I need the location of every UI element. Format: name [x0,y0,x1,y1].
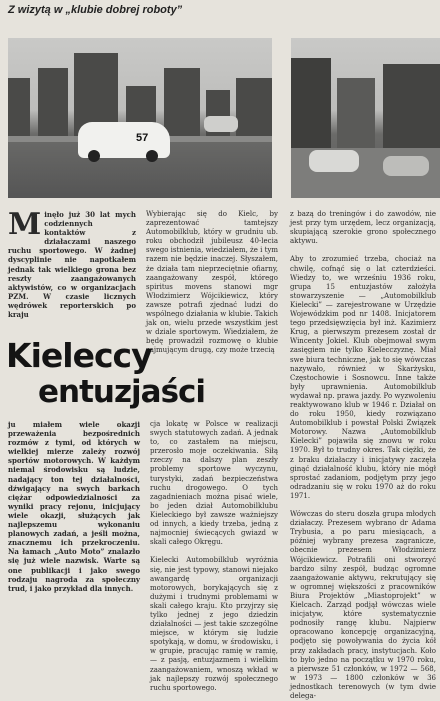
intro-text: inęło już 30 lat mych codziennych kontaktów z działaczami naszego ruchu sportowego. W żadnej dyscyplinie nie napotkałem jednak tak wielkiego grona bez reszty zaangażowanych aktywistów, co w organizacjach PZM. W czasie licznych wędrówek reporterskich po kraju [8,210,136,320]
intro-paragraph [8,207,136,338]
column-2-upper: Wybierając się do Kielc, by zaprezentować tamtejszy Automobilklub, który w grudniu ub. roku obchodził jubileusz 40-lecia swego istnienia, wiedziałem, że i tym razem nie będzie inaczej. Słyszałem, że działa tam nieprzeciętnie ofiarny, zaangażowany zespół, którego spiritus movens stanowi mgr Włodzimierz Wójcikiewicz, który zawsze potrafi zjednać ludzi do wspólnego działania w klubie. Takich jak on, wielu przede wszystkim jest w dziale sportowym. Wiedziałem, że będę prowadził rozmowę o klubie zajmującym drugą, czy może trzecią [146,210,278,355]
photo-parked-car [309,150,359,172]
column-3: z bazą do treningów i do zawodów, nie jest przy tym urzędem, lecz organizacją, skupiającą szerokie grono społecznego aktywu. Aby to zrozumieć trzeba, chociaż na chwilę, cofnąć się o lat czterdzieści. Wiedzy to, we wrześniu 1936 roku, grupa 15 entuzjastów założyła stowarzyszenie — „Automobilklub Kielecki” — zarejestrowane w Urzędzie Wojewódzkim pod nr 1408. Inicjatorem tego przedsięwzięcia był inż. Kazimierz Krug, a pierwszym prezesem został dr Wincenty Jokiel. Klub obejmował swym zasięgiem nie tylko Kielecczyznę. Miał swe biura techniczne, jak to się wówczas nazywało, również w Skarżysku, Częstochowie i Sosnowcu. Inne także były uprawnienia. Automobilklub wydawał np. prawa jazdy. Po wyzwoleniu reaktywowano klub w 1946 r. Działał on do roku 1950, kiedy rozwiązano Automobilklub i powstał Polski Związek Motorowy. Nazwa „Automobilklub Kielecki” pojawiła się znowu w roku 1970. Był to trudny okres. Tak ciężki, że z braku działaczy i inicjatywy zaczęła ginąć działalność klubu, który nie mógł sprostać zadaniom, podjętym przy jego odradzaniu się w roku 1970 aż do roku 1971. Wówczas do steru doszła grupa młodych działaczy. Prezesem wybrano dr Adama Trybusia, a po paru miesiącach, a później wybrany prezesa zagranicze, obecnie prezesem Włodzimierz Wójcikiewicz. Potrafili oni stworzyć bardzo silny zespół, budząc ogromne zaangażowanie aktywu, rekrutujący się w ogromnej większości z pracowników Biura Projektów „Miastoprojekt” w Kielcach. Zarząd podjął wówczas wiele inicjatyw, które systematycznie podnosiły rangę klubu. Najpierw opracowano koncepcję organizacyjną, podjęto się powoływania do życia kół przy zakładach pracy, instytucjach. Koło to było jedno na początku w 1970 roku, a pierwsze 51 członków, w 1972 — 568, w 1973 — 1800 członków w 36 jednostkach terenowych (w tym dwie delega- [290,210,436,700]
photo-street-scene [291,38,440,198]
photo-racing-car [8,38,272,198]
photo-building [8,78,30,138]
headline-line-1: Kieleccy [6,336,152,375]
column-2-lower: cja lokatę w Polsce w realizacji swych statutowych zadań. A jednak to, co zastałem na miejscu, przerosło moje oczekiwania. Siłą rzeczy na dalszy plan zeszły problemy sportowe wyczynu, turystyki, zadań bezpieczeństwa ruchu drogowego. O tych zagadnieniach można pisać wiele, bo jeden dział Automobilklubu Kieleckiego był zawsze ważniejszy od innych, a kiedy trzeba, jedną z najmocniej świecących gwiazd w skali całego Okręgu. Kielecki Automobilklub wyróżnia się, nie jest typowy, stanowi niejako awangardę organizacji motorowych, borykających się z dużymi i trudnymi problemami w skali całego kraju. Kto przyjrzy się tylko jednej z jego dziedzin działalności — jest takie szczególne miejsce, w którym się ludzie spotykają, w domu, w środowisku, i w grupie, pracując ramię w ramię, — z pasją, entuzjazmem i wielkim zaangażowaniem, wnoszą wkład w jak najlepszy rozwój społecznego ruchu sportowego. [150,420,278,692]
column-1-lower: ju miałem wiele okazji przeważenia bezpośrednich rozmów z tymi, od których w wielkiej mierze zależy rozwój sportów motorowych. W każdym niemal środowisku są ludzie, nadający ton tej działalności, dźwigający na swych barkach ciężar odpowiedzialności za wyniki pracy rejonu, inicjujący wiele okazji, służących jak najlepszemu wykonaniu planowych zadań, a jeśli można, znacznemu ich przekroczeniu. Na łamach „Auto Moto” znalazło się już wiele nazwisk. Warte są one publikacji i jako swego rodzaju nagroda za społeczny trud, i jako przykład dla innych. [8,420,140,593]
headline-line-2: entuzjaści [38,374,206,410]
photo-building [383,64,440,148]
section-header: Z wizytą w „klubie dobrej roboty” [8,4,183,16]
car-wheel [146,150,158,162]
photo-parked-car [383,156,429,176]
photo-second-car [204,116,238,132]
photo-building [337,78,375,148]
photo-race-car [78,122,170,158]
photo-building [291,58,331,148]
car-wheel [88,150,100,162]
photo-building [38,68,68,138]
photo-building [236,78,272,138]
drop-cap: M [8,207,42,242]
car-number: 57 [136,132,149,144]
photo-building [164,68,200,138]
